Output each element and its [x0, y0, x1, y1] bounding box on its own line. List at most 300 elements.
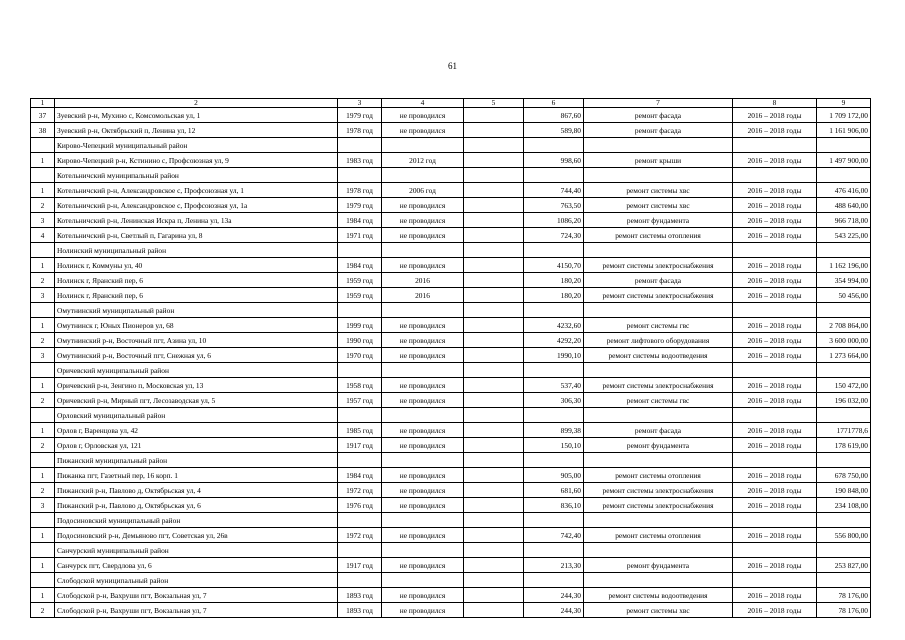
area: 150,10	[524, 438, 584, 453]
empty-cell	[817, 168, 871, 183]
empty-cell	[31, 303, 55, 318]
table-row	[31, 378, 871, 393]
cost: 476 416,00	[817, 183, 871, 198]
build-year: 1893 год	[338, 603, 382, 618]
row-number: 2	[31, 483, 55, 498]
build-year: 1983 год	[338, 153, 382, 168]
build-year: 1979 год	[338, 108, 382, 123]
empty-cell	[733, 408, 817, 423]
repair-type: ремонт фасада	[584, 108, 733, 123]
row-number: 2	[31, 393, 55, 408]
header-cell: 2	[55, 99, 338, 108]
table-row	[31, 318, 871, 333]
empty-cell	[584, 573, 733, 588]
row-number: 1	[31, 183, 55, 198]
section-title: Кирово-Чепецкий муниципальный район	[55, 138, 338, 153]
header-cell: 6	[524, 99, 584, 108]
empty-cell	[382, 573, 464, 588]
address: Омутнинск г, Юных Пионеров ул, 68	[55, 318, 338, 333]
build-year: 1959 год	[338, 273, 382, 288]
row-number: 1	[31, 558, 55, 573]
empty-cell	[584, 408, 733, 423]
empty-cell	[733, 363, 817, 378]
capital-repair-table	[30, 98, 871, 618]
area: 867,60	[524, 108, 584, 123]
table-row	[31, 423, 871, 438]
empty-cell	[464, 408, 524, 423]
last-repair-year: 2006 год	[382, 183, 464, 198]
empty-cell	[733, 243, 817, 258]
area: 742,40	[524, 528, 584, 543]
repair-type: ремонт фундамента	[584, 213, 733, 228]
empty-cell	[464, 288, 524, 303]
empty-cell	[338, 303, 382, 318]
empty-cell	[338, 363, 382, 378]
period: 2016 – 2018 годы	[733, 483, 817, 498]
build-year: 1917 год	[338, 558, 382, 573]
area: 899,38	[524, 423, 584, 438]
row-number: 1	[31, 318, 55, 333]
empty-cell	[382, 303, 464, 318]
header-cell: 8	[733, 99, 817, 108]
section-row	[31, 543, 871, 558]
row-number: 1	[31, 468, 55, 483]
empty-cell	[464, 138, 524, 153]
section-row	[31, 453, 871, 468]
empty-cell	[338, 513, 382, 528]
cost: 78 176,00	[817, 603, 871, 618]
repair-type: ремонт системы водоотведения	[584, 348, 733, 363]
table-row	[31, 393, 871, 408]
cost: 1771778,6	[817, 423, 871, 438]
section-title: Котельничский муниципальный район	[55, 168, 338, 183]
empty-cell	[338, 243, 382, 258]
empty-cell	[31, 168, 55, 183]
period: 2016 – 2018 годы	[733, 603, 817, 618]
period: 2016 – 2018 годы	[733, 423, 817, 438]
repair-type: ремонт системы электроснабжения	[584, 378, 733, 393]
empty-cell	[464, 228, 524, 243]
row-number: 1	[31, 153, 55, 168]
empty-cell	[464, 213, 524, 228]
address: Орлов г, Орловская ул, 121	[55, 438, 338, 453]
last-repair-year: 2016	[382, 273, 464, 288]
empty-cell	[464, 243, 524, 258]
period: 2016 – 2018 годы	[733, 183, 817, 198]
build-year: 1972 год	[338, 528, 382, 543]
last-repair-year: не проводился	[382, 603, 464, 618]
row-number: 2	[31, 603, 55, 618]
address: Зуевский р-н, Октябрьский п, Ленина ул, 12	[55, 123, 338, 138]
section-row	[31, 303, 871, 318]
last-repair-year: не проводился	[382, 318, 464, 333]
address: Кирово-Чепецкий р-н, Кстинино с, Профсоюзная ул, 9	[55, 153, 338, 168]
empty-cell	[524, 243, 584, 258]
cost: 78 176,00	[817, 588, 871, 603]
cost: 556 800,00	[817, 528, 871, 543]
empty-cell	[817, 138, 871, 153]
build-year: 1917 год	[338, 438, 382, 453]
empty-cell	[464, 543, 524, 558]
header-cell: 3	[338, 99, 382, 108]
section-row	[31, 573, 871, 588]
cost: 1 161 906,00	[817, 123, 871, 138]
last-repair-year: не проводился	[382, 528, 464, 543]
empty-cell	[464, 378, 524, 393]
row-number: 3	[31, 498, 55, 513]
row-number: 1	[31, 588, 55, 603]
address: Зуевский р-н, Мухино с, Комсомольская ул, 1	[55, 108, 338, 123]
area: 4150,70	[524, 258, 584, 273]
section-row	[31, 243, 871, 258]
table-row	[31, 333, 871, 348]
empty-cell	[382, 543, 464, 558]
row-number: 1	[31, 528, 55, 543]
section-title: Подосиновский муниципальный район	[55, 513, 338, 528]
build-year: 1999 год	[338, 318, 382, 333]
row-number: 4	[31, 228, 55, 243]
address: Слободской р-н, Вахруши пгт, Вокзальная ул, 7	[55, 588, 338, 603]
build-year: 1990 год	[338, 333, 382, 348]
page-number: 61	[448, 61, 457, 71]
cost: 190 848,00	[817, 483, 871, 498]
table-row	[31, 468, 871, 483]
address: Нолинск г, Коммуны ул, 40	[55, 258, 338, 273]
empty-cell	[584, 453, 733, 468]
build-year: 1978 год	[338, 183, 382, 198]
empty-cell	[584, 138, 733, 153]
last-repair-year: не проводился	[382, 123, 464, 138]
table-row	[31, 603, 871, 618]
cost: 678 750,00	[817, 468, 871, 483]
empty-cell	[338, 453, 382, 468]
section-row	[31, 138, 871, 153]
area: 763,50	[524, 198, 584, 213]
address: Пижанский р-н, Павлово д, Октябрьская ул, 6	[55, 498, 338, 513]
address: Нолинск г, Яранский пер, 6	[55, 288, 338, 303]
empty-cell	[524, 573, 584, 588]
address: Оричевский р-н, Мирный пгт, Лесозаводская ул, 5	[55, 393, 338, 408]
repair-type: ремонт системы электроснабжения	[584, 258, 733, 273]
empty-cell	[464, 318, 524, 333]
last-repair-year: 2012 год	[382, 153, 464, 168]
empty-cell	[382, 243, 464, 258]
repair-type: ремонт крыши	[584, 153, 733, 168]
empty-cell	[817, 408, 871, 423]
empty-cell	[464, 198, 524, 213]
empty-cell	[464, 468, 524, 483]
last-repair-year: не проводился	[382, 228, 464, 243]
empty-cell	[31, 453, 55, 468]
empty-cell	[338, 168, 382, 183]
address: Орлов г, Варенцова ул, 42	[55, 423, 338, 438]
row-number: 2	[31, 438, 55, 453]
empty-cell	[524, 543, 584, 558]
empty-cell	[584, 303, 733, 318]
empty-cell	[464, 453, 524, 468]
period: 2016 – 2018 годы	[733, 393, 817, 408]
empty-cell	[464, 183, 524, 198]
empty-cell	[382, 408, 464, 423]
empty-cell	[733, 303, 817, 318]
area: 180,20	[524, 288, 584, 303]
section-row	[31, 168, 871, 183]
build-year: 1984 год	[338, 213, 382, 228]
table-row	[31, 528, 871, 543]
section-title: Нолинский муниципальный район	[55, 243, 338, 258]
empty-cell	[464, 273, 524, 288]
empty-cell	[382, 513, 464, 528]
empty-cell	[464, 348, 524, 363]
address: Котельничский р-н, Светлый п, Гагарина ул, 8	[55, 228, 338, 243]
empty-cell	[464, 528, 524, 543]
address: Омутнинский р-н, Восточный пгт, Снежная ул, 6	[55, 348, 338, 363]
empty-cell	[464, 438, 524, 453]
last-repair-year: не проводился	[382, 558, 464, 573]
table-row	[31, 213, 871, 228]
empty-cell	[524, 363, 584, 378]
empty-cell	[817, 573, 871, 588]
empty-cell	[733, 513, 817, 528]
empty-cell	[464, 573, 524, 588]
table-row	[31, 588, 871, 603]
empty-cell	[31, 138, 55, 153]
row-number: 1	[31, 423, 55, 438]
area: 537,40	[524, 378, 584, 393]
empty-cell	[584, 363, 733, 378]
empty-cell	[524, 513, 584, 528]
section-title: Орловский муниципальный район	[55, 408, 338, 423]
table-row	[31, 153, 871, 168]
empty-cell	[524, 453, 584, 468]
section-row	[31, 408, 871, 423]
period: 2016 – 2018 годы	[733, 213, 817, 228]
period: 2016 – 2018 годы	[733, 198, 817, 213]
build-year: 1959 год	[338, 288, 382, 303]
cost: 1 273 664,00	[817, 348, 871, 363]
last-repair-year: не проводился	[382, 438, 464, 453]
cost: 2 708 864,00	[817, 318, 871, 333]
area: 744,40	[524, 183, 584, 198]
empty-cell	[524, 408, 584, 423]
empty-cell	[464, 363, 524, 378]
repair-type: ремонт системы электроснабжения	[584, 483, 733, 498]
empty-cell	[464, 588, 524, 603]
empty-cell	[817, 543, 871, 558]
empty-cell	[382, 138, 464, 153]
build-year: 1970 год	[338, 348, 382, 363]
row-number: 2	[31, 273, 55, 288]
header-cell: 9	[817, 99, 871, 108]
section-row	[31, 513, 871, 528]
section-title: Санчурский муниципальный район	[55, 543, 338, 558]
area: 905,00	[524, 468, 584, 483]
cost: 1 162 196,00	[817, 258, 871, 273]
empty-cell	[31, 573, 55, 588]
period: 2016 – 2018 годы	[733, 318, 817, 333]
empty-cell	[338, 138, 382, 153]
empty-cell	[464, 258, 524, 273]
repair-type: ремонт фасада	[584, 423, 733, 438]
row-number: 37	[31, 108, 55, 123]
empty-cell	[464, 333, 524, 348]
empty-cell	[382, 453, 464, 468]
row-number: 1	[31, 378, 55, 393]
row-number: 3	[31, 213, 55, 228]
address: Слободской р-н, Вахруши пгт, Вокзальная ул, 7	[55, 603, 338, 618]
empty-cell	[464, 483, 524, 498]
empty-cell	[733, 453, 817, 468]
build-year: 1893 год	[338, 588, 382, 603]
empty-cell	[733, 168, 817, 183]
address: Омутнинский р-н, Восточный пгт, Азина ул, 10	[55, 333, 338, 348]
repair-type: ремонт лифтового оборудования	[584, 333, 733, 348]
empty-cell	[338, 543, 382, 558]
repair-type: ремонт системы гвс	[584, 393, 733, 408]
repair-type: ремонт фасада	[584, 273, 733, 288]
address: Котельничский р-н, Александровское с, Профсоюзная ул, 1а	[55, 198, 338, 213]
area: 244,30	[524, 603, 584, 618]
last-repair-year: не проводился	[382, 378, 464, 393]
empty-cell	[464, 423, 524, 438]
empty-cell	[464, 303, 524, 318]
build-year: 1972 год	[338, 483, 382, 498]
cost: 3 600 000,00	[817, 333, 871, 348]
section-title: Пижанский муниципальный район	[55, 453, 338, 468]
empty-cell	[464, 168, 524, 183]
period: 2016 – 2018 годы	[733, 288, 817, 303]
empty-cell	[817, 453, 871, 468]
row-number: 3	[31, 288, 55, 303]
table-row	[31, 198, 871, 213]
row-number: 2	[31, 198, 55, 213]
build-year: 1971 год	[338, 228, 382, 243]
area: 4232,60	[524, 318, 584, 333]
table-row	[31, 273, 871, 288]
address: Санчурск пгт, Свердлова ул, 6	[55, 558, 338, 573]
area: 724,30	[524, 228, 584, 243]
repair-type: ремонт системы электроснабжения	[584, 498, 733, 513]
empty-cell	[382, 168, 464, 183]
area: 998,60	[524, 153, 584, 168]
header-cell: 7	[584, 99, 733, 108]
last-repair-year: не проводился	[382, 333, 464, 348]
build-year: 1958 год	[338, 378, 382, 393]
period: 2016 – 2018 годы	[733, 498, 817, 513]
repair-type: ремонт фундамента	[584, 558, 733, 573]
header-cell: 4	[382, 99, 464, 108]
last-repair-year: не проводился	[382, 258, 464, 273]
empty-cell	[31, 243, 55, 258]
cost: 196 032,00	[817, 393, 871, 408]
cost: 234 108,00	[817, 498, 871, 513]
empty-cell	[338, 408, 382, 423]
empty-cell	[817, 513, 871, 528]
table-row	[31, 558, 871, 573]
repair-type: ремонт системы гвс	[584, 318, 733, 333]
repair-type: ремонт системы отопления	[584, 528, 733, 543]
cost: 488 640,00	[817, 198, 871, 213]
table-row	[31, 348, 871, 363]
period: 2016 – 2018 годы	[733, 108, 817, 123]
address: Пижанка пгт, Газетный пер, 16 корп. 1	[55, 468, 338, 483]
address: Подосиновский р-н, Демьяново пгт, Советская ул, 26в	[55, 528, 338, 543]
last-repair-year: не проводился	[382, 348, 464, 363]
area: 244,30	[524, 588, 584, 603]
last-repair-year: не проводился	[382, 393, 464, 408]
cost: 253 827,00	[817, 558, 871, 573]
build-year: 1979 год	[338, 198, 382, 213]
area: 589,80	[524, 123, 584, 138]
last-repair-year: не проводился	[382, 108, 464, 123]
period: 2016 – 2018 годы	[733, 123, 817, 138]
empty-cell	[31, 408, 55, 423]
empty-cell	[464, 603, 524, 618]
repair-type: ремонт системы электроснабжения	[584, 288, 733, 303]
empty-cell	[464, 108, 524, 123]
build-year: 1978 год	[338, 123, 382, 138]
address: Оричевский р-н, Зенгино п, Московская ул, 13	[55, 378, 338, 393]
repair-type: ремонт системы водоотведения	[584, 588, 733, 603]
table-row	[31, 123, 871, 138]
repair-type: ремонт системы хвс	[584, 603, 733, 618]
empty-cell	[733, 543, 817, 558]
empty-cell	[31, 513, 55, 528]
period: 2016 – 2018 годы	[733, 348, 817, 363]
build-year: 1957 год	[338, 393, 382, 408]
repair-type: ремонт системы хвс	[584, 183, 733, 198]
empty-cell	[524, 303, 584, 318]
area: 1086,20	[524, 213, 584, 228]
empty-cell	[584, 243, 733, 258]
build-year: 1985 год	[338, 423, 382, 438]
empty-cell	[584, 543, 733, 558]
empty-cell	[31, 543, 55, 558]
repair-type: ремонт фундамента	[584, 438, 733, 453]
empty-cell	[817, 243, 871, 258]
last-repair-year: не проводился	[382, 483, 464, 498]
period: 2016 – 2018 годы	[733, 378, 817, 393]
cost: 178 619,00	[817, 438, 871, 453]
table-row	[31, 498, 871, 513]
last-repair-year: 2016	[382, 288, 464, 303]
cost: 150 472,00	[817, 378, 871, 393]
repair-type: ремонт системы хвс	[584, 198, 733, 213]
area: 306,30	[524, 393, 584, 408]
build-year: 1976 год	[338, 498, 382, 513]
empty-cell	[817, 363, 871, 378]
repair-type: ремонт системы отопления	[584, 228, 733, 243]
empty-cell	[464, 513, 524, 528]
empty-cell	[464, 498, 524, 513]
period: 2016 – 2018 годы	[733, 258, 817, 273]
address: Котельничский р-н, Ленинская Искра п, Ленина ул, 13а	[55, 213, 338, 228]
table-row	[31, 288, 871, 303]
last-repair-year: не проводился	[382, 468, 464, 483]
table-row	[31, 108, 871, 123]
empty-cell	[584, 168, 733, 183]
cost: 50 456,00	[817, 288, 871, 303]
table-header-row	[31, 99, 871, 108]
empty-cell	[524, 168, 584, 183]
cost: 354 994,00	[817, 273, 871, 288]
row-number: 2	[31, 333, 55, 348]
area: 4292,20	[524, 333, 584, 348]
cost: 1 709 172,00	[817, 108, 871, 123]
period: 2016 – 2018 годы	[733, 273, 817, 288]
build-year: 1984 год	[338, 258, 382, 273]
empty-cell	[464, 123, 524, 138]
